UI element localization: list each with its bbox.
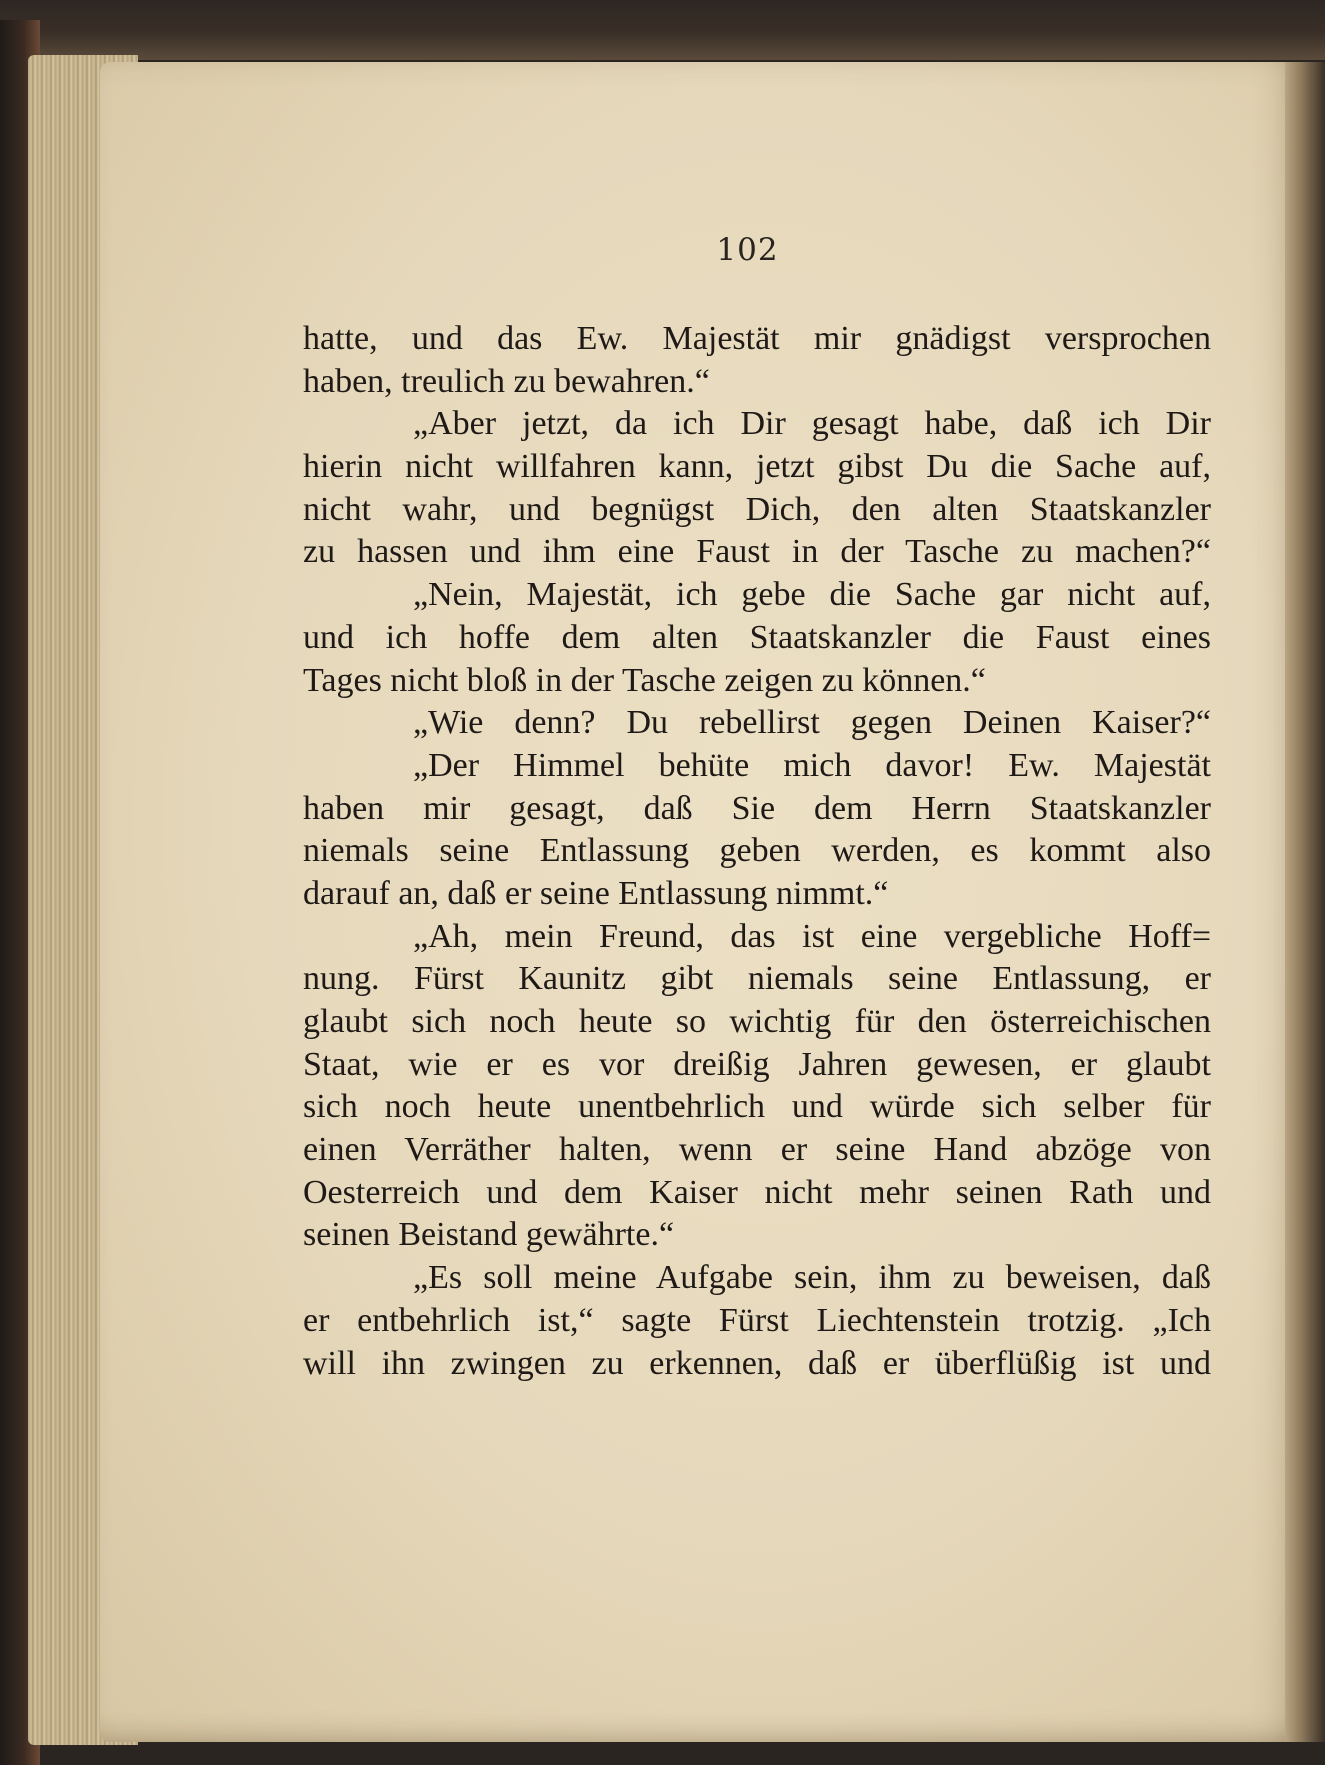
body-text: [303, 318, 1211, 1385]
text-line: „Wie denn? Du rebellirst gegen Deinen Kaiser?“: [413, 704, 1211, 742]
text-line: niemals seine Entlassung geben werden, es kommt also: [303, 832, 1211, 870]
text-line: seinen Beistand gewährte.“: [303, 1216, 675, 1254]
text-line: „Nein, Majestät, ich gebe die Sache gar nicht auf,: [413, 576, 1211, 614]
text-line: „Ah, mein Freund, das ist eine vergebliche Hoff=: [413, 917, 1211, 955]
text-line: haben, treulich zu bewahren.“: [303, 362, 710, 400]
text-line: er entbehrlich ist,“ sagte Fürst Liechtenstein trotzig. „Ich: [303, 1301, 1211, 1339]
text-line: einen Verräther halten, wenn er seine Hand abzöge von: [303, 1131, 1211, 1169]
text-line: will ihn zwingen zu erkennen, daß er überflüßig ist und: [303, 1344, 1211, 1382]
text-line: „Der Himmel behüte mich davor! Ew. Majestät: [413, 746, 1211, 784]
text-line: Staat, wie er es vor dreißig Jahren gewesen, er glaubt: [303, 1045, 1211, 1083]
book-cover-top: [0, 0, 1325, 60]
book-gutter: [1285, 62, 1325, 1742]
text-line: nicht wahr, und begnügst Dich, den alten Staatskanzler: [303, 490, 1211, 528]
text-line: hatte, und das Ew. Majestät mir gnädigst versprochen: [303, 320, 1211, 357]
page-number: 102: [716, 232, 779, 268]
text-line: hierin nicht willfahren kann, jetzt gibst Du die Sache auf,: [303, 448, 1211, 486]
text-line: und ich hoffe dem alten Staatskanzler die Faust eines: [303, 618, 1211, 656]
text-line: zu hassen und ihm eine Faust in der Tasche zu machen?“: [303, 533, 1211, 571]
text-line: nung. Fürst Kaunitz gibt niemals seine Entlassung, er: [303, 960, 1211, 998]
text-line: darauf an, daß er seine Entlassung nimmt.“: [303, 874, 889, 912]
text-line: „Es soll meine Aufgabe sein, ihm zu beweisen, daß: [413, 1259, 1211, 1297]
text-line: Tages nicht bloß in der Tasche zeigen zu können.“: [303, 661, 986, 699]
text-line: „Aber jetzt, da ich Dir gesagt habe, daß ich Dir: [413, 405, 1211, 443]
text-line: sich noch heute unentbehrlich und würde sich selber für: [303, 1088, 1211, 1126]
text-line: Oesterreich und dem Kaiser nicht mehr seinen Rath und: [303, 1173, 1211, 1211]
text-line: glaubt sich noch heute so wichtig für den österreichischen: [303, 1003, 1211, 1040]
text-line: haben mir gesagt, daß Sie dem Herrn Staatskanzler: [303, 789, 1211, 827]
